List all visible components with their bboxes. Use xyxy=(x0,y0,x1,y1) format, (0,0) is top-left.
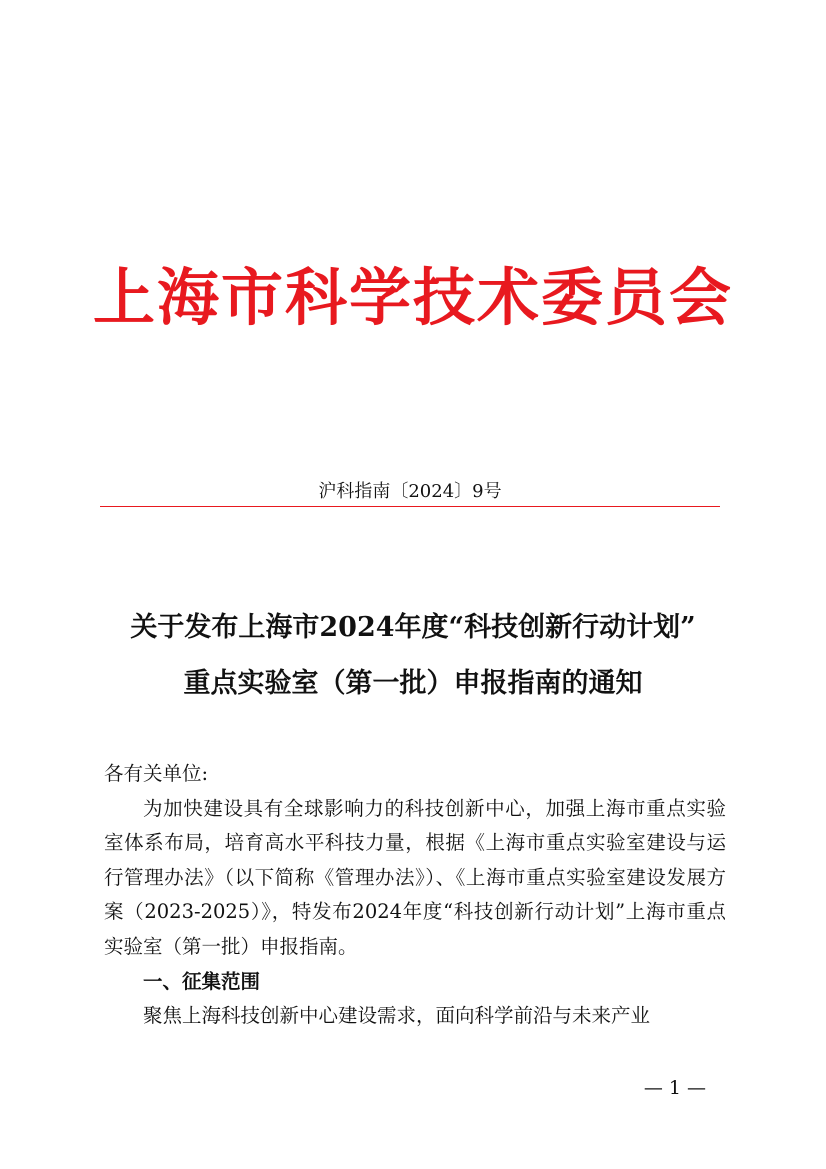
section-heading-1: 一、征集范围 xyxy=(143,969,261,993)
red-divider-line xyxy=(100,506,720,507)
issuer-name: 上海市科学技术委员会 xyxy=(92,261,733,334)
title-line-2: 重点实验室（第一批）申报指南的通知 xyxy=(183,668,643,699)
intro-paragraph: 为加快建设具有全球影响力的科技创新中心，加强上海市重点实验室体系布局，培育高水平科技力量，根据《上海市重点实验室建设与运行管理办法》（以下简称《管理办法》）、《上海市重点实验室建设发展方案（2023-2025）》，特发布2024年度“科技创新行动计划”上海市重点实验室（第一批）申报指南。 xyxy=(104,796,726,958)
page-number: — 1 — xyxy=(643,1077,706,1099)
document-number: 沪科指南〔2024〕9号 xyxy=(318,481,502,502)
section-1-paragraph: 聚焦上海科技创新中心建设需求，面向科学前沿与未来产业 xyxy=(143,1004,651,1028)
document-title xyxy=(60,600,766,712)
title-line-1: 关于发布上海市2024年度“科技创新行动计划” xyxy=(130,612,696,643)
salutation: 各有关单位: xyxy=(104,762,209,785)
document-body xyxy=(104,757,726,1034)
